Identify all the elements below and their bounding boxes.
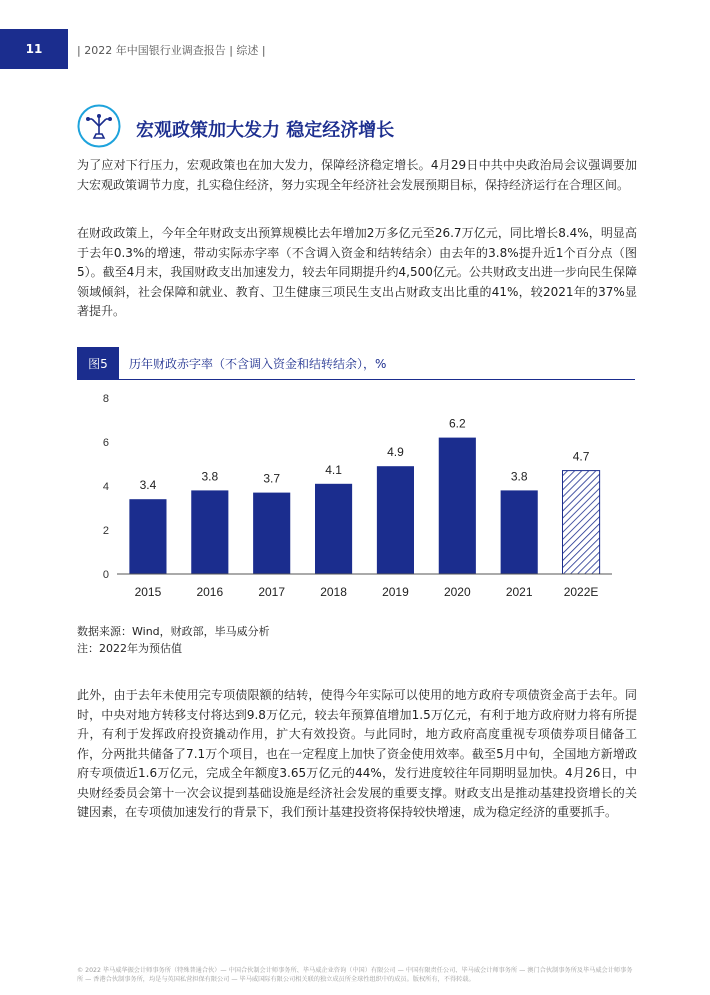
bar bbox=[129, 499, 166, 574]
bar bbox=[315, 484, 352, 574]
page-number-box bbox=[0, 29, 68, 69]
x-category-label: 2017 bbox=[258, 585, 286, 599]
paragraph-fiscal: 在财政政策上，今年全年财政支出预算规模比去年增加2万多亿元至26.7万亿元，同比增长8.4%，明显高于去年0.3%的增速，带动实际赤字率（不含调入资金和结转结余）由去年的3.8%提升近1个百分点（图5）。截至4月末，我国财政支出加速发力，较去年同期提升约4,500亿元。公共财政支出进一步向民生保障领域倾斜，社会保障和就业、教育、卫生健康三项民生支出占财政支出比重的41%，较2021年的37%显著提升。 bbox=[77, 226, 637, 318]
x-category-label: 2015 bbox=[134, 585, 162, 599]
paragraph-special-bonds: 此外，由于去年未使用完专项债限额的结转，使得今年实际可以使用的地方政府专项债资金高于去年。同时，中央对地方转移支付将达到9.8万亿元，较去年预算值增加1.5万亿元，有利于地方政府财力将有所提升，有利于发挥政府投资撬动作用，扩大有效投资。与此同时，地方政府高度重视专项债券项目储备工作，分两批共储备了7.1万个项目，也在一定程度上加快了资金使用效率。截至5月中旬，全国地方新增政府专项债近1.6万亿元，完成全年额度3.65万亿元的44%，发行进度较往年同期明显加快。4月26日，中央财经委员会第十一次会议提到基础设施是经济社会发展的重要支撑。财政支出是推动基建投资增长的关键因素，在专项债加速发行的背景下，我们预计基建投资将保持较快增速，成为稳定经济的重要抓手。 bbox=[77, 688, 637, 819]
page-number: 11 bbox=[25, 42, 43, 56]
figure-source: 数据来源：Wind，财政部，毕马威分析 bbox=[77, 625, 270, 638]
x-category-label: 2019 bbox=[382, 585, 409, 599]
bar-value-label: 3.8 bbox=[201, 469, 219, 484]
running-header: | 2022 年中国银行业调查报告 | 综述 | bbox=[77, 44, 266, 57]
bar bbox=[377, 466, 414, 574]
bar bbox=[253, 493, 290, 574]
copyright-footer: © 2022 毕马威华振会计师事务所（特殊普通合伙）— 中国合伙制会计师事务所、毕马威企业咨询（中国）有限公司 — 中国有限责任公司、毕马威会计师事务所 — 澳门合伙制事务所及毕马威会计师事务所 — 香港合伙制事务所，均是与英国私营担保有限公司 — 毕马威国际有限公司相关联的独立成员所全球性组织中的成员。版权所有，不得转载。 bbox=[77, 967, 633, 983]
paragraph-intro: 为了应对下行压力，宏观政策也在加大发力，保障经济稳定增长。4月29日中共中央政治局会议强调要加大宏观政策调节力度，扎实稳住经济，努力实现全年经济社会发展预期目标，保持经济运行在合理区间。 bbox=[77, 158, 637, 192]
bar-value-label: 4.7 bbox=[572, 449, 590, 464]
y-tick-label: 2 bbox=[102, 525, 109, 537]
figure-label: 图5 bbox=[77, 347, 119, 379]
bar-value-label: 4.9 bbox=[387, 445, 404, 460]
bar-value-label: 3.7 bbox=[263, 471, 281, 486]
y-tick-label: 0 bbox=[102, 569, 109, 581]
x-category-label: 2016 bbox=[196, 585, 224, 599]
bar bbox=[439, 438, 476, 574]
section-title: 宏观政策加大发力 稳定经济增长 bbox=[136, 120, 395, 141]
bar-value-label: 3.4 bbox=[139, 478, 157, 493]
bar bbox=[501, 490, 538, 574]
y-tick-label: 4 bbox=[102, 481, 109, 493]
circuit-tree-icon bbox=[77, 104, 121, 148]
x-category-label: 2022E bbox=[563, 585, 599, 599]
x-category-label: 2018 bbox=[320, 585, 347, 599]
figure-title: 历年财政赤字率（不含调入资金和结转结余），% bbox=[129, 357, 387, 371]
bar-estimate bbox=[563, 471, 600, 574]
x-category-label: 2020 bbox=[443, 585, 471, 599]
deficit-ratio-chart bbox=[77, 388, 637, 603]
bar bbox=[191, 490, 228, 574]
figure-header bbox=[77, 347, 635, 380]
bar-value-label: 3.8 bbox=[510, 469, 528, 484]
x-category-label: 2021 bbox=[505, 585, 533, 599]
bar-value-label: 4.1 bbox=[325, 462, 342, 477]
y-tick-label: 6 bbox=[102, 437, 109, 449]
figure-note: 注：2022年为预估值 bbox=[77, 642, 182, 655]
y-tick-label: 8 bbox=[102, 393, 109, 405]
bar-value-label: 6.2 bbox=[448, 416, 466, 431]
